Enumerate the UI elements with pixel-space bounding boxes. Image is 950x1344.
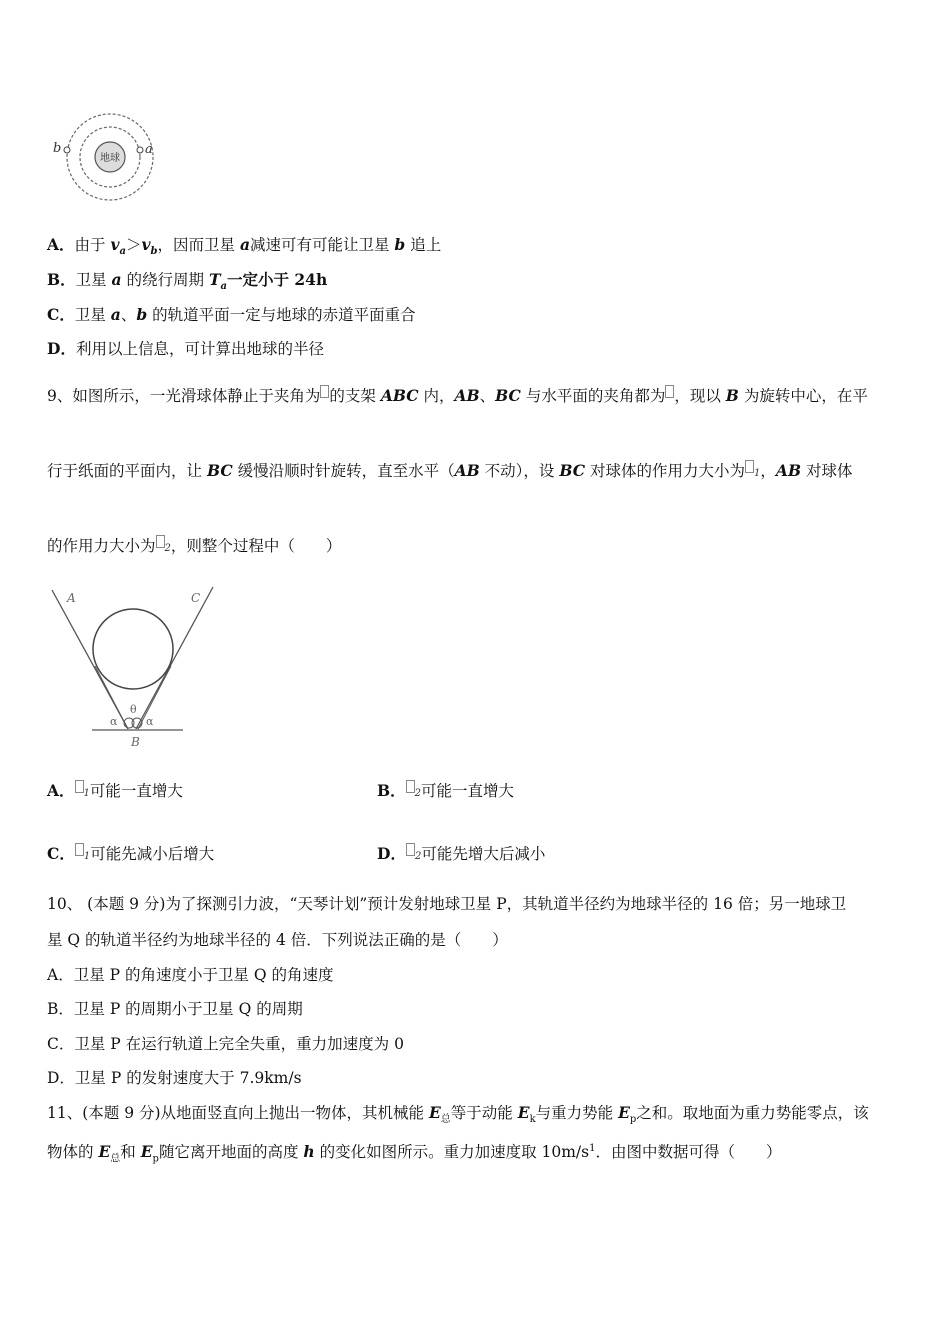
formula-placeholder-icon [156,535,165,548]
svg-text:α: α [146,715,154,728]
svg-text:B: B [131,735,140,749]
q8-option-c: C．卫星 a、b 的轨道平面一定与地球的赤道平面重合 [47,305,416,324]
svg-text:A: A [67,591,76,605]
q9-stem-line1: 9、如图所示，一光滑球体静止于夹角为 的支架 ABC 内，AB、BC 与水平面的夹角都为 ，现以 B 为旋转中心，在平 [47,386,868,405]
ball-icon [93,609,173,689]
q10-stem-line1: 10、 (本题 9 分)为了探测引力波，“天琴计划”预计发射地球卫星 P，其轨道半径约为地球半径的 16 倍；另一地球卫 [47,895,847,913]
q9-stem-line3: 的作用力大小为 2，则整个过程中（ ） [47,537,342,555]
formula-placeholder-icon [665,385,674,398]
satellite-b-label: b [53,141,62,156]
q10-option-d: D．卫星 P 的发射速度大于 7.9km/s [47,1069,302,1087]
ball-support-figure [45,582,201,752]
earth-label: 地球 [100,153,120,164]
q11-stem-line2: 物体的 $E_总$和 $E_p$随它离开地面的高度 h 的变化如图所示。重力加速度取 $10m/s^1$．由图中数据可得（ ） [47,1142,782,1165]
formula-placeholder-icon [75,780,84,793]
svg-text:C: C [191,591,201,605]
q9-option-a: A． 1可能一直增大 [47,781,183,800]
formula-placeholder-icon [745,460,754,473]
q10-stem-line2: 星 Q 的轨道半径约为地球半径的 4 倍．下列说法正确的是（ ） [47,931,508,949]
q9-option-b: B． 2可能一直增大 [377,781,514,800]
q8-option-d: D．利用以上信息，可计算出地球的半径 [47,339,324,358]
svg-text:α: α [110,715,118,728]
formula-placeholder-icon [406,843,415,856]
q11-stem-line1: 11、(本题 9 分)从地面竖直向上抛出一物体，其机械能 $E_总$等于动能 $E_k$与重力势能 $E_p$之和。取地面为重力势能零点，该 [47,1103,869,1126]
formula-placeholder-icon [406,780,415,793]
q9-stem-line2: 行于纸面的平面内，让 BC 缓慢沿顺时针旋转，直至水平（AB 不动），设 BC 对球体的作用力大小为 1，AB 对球体 [47,461,853,480]
q10-option-a: A．卫星 P 的角速度小于卫星 Q 的角速度 [47,966,334,984]
svg-text:θ: θ [130,703,137,716]
q8-option-a: A．由于 $v_a>v_b$，因而卫星 a减速可有可能让卫星 b 追上 [47,235,442,258]
satellite-orbit-figure [48,110,168,205]
q10-option-b: B．卫星 P 的周期小于卫星 Q 的周期 [47,1000,303,1018]
q9-option-d: D． 2可能先增大后减小 [377,844,546,863]
satellite-b-icon [64,147,70,153]
satellite-a-label: a [145,142,153,157]
satellite-a-icon [137,147,143,153]
formula-placeholder-icon [75,843,84,856]
q10-option-c: C．卫星 P 在运行轨道上完全失重，重力加速度为 0 [47,1035,404,1053]
q8-option-b: B．卫星 a 的绕行周期 $T_a$一定小于 24h [47,270,328,293]
q9-option-c: C． 1可能先减小后增大 [47,844,215,863]
